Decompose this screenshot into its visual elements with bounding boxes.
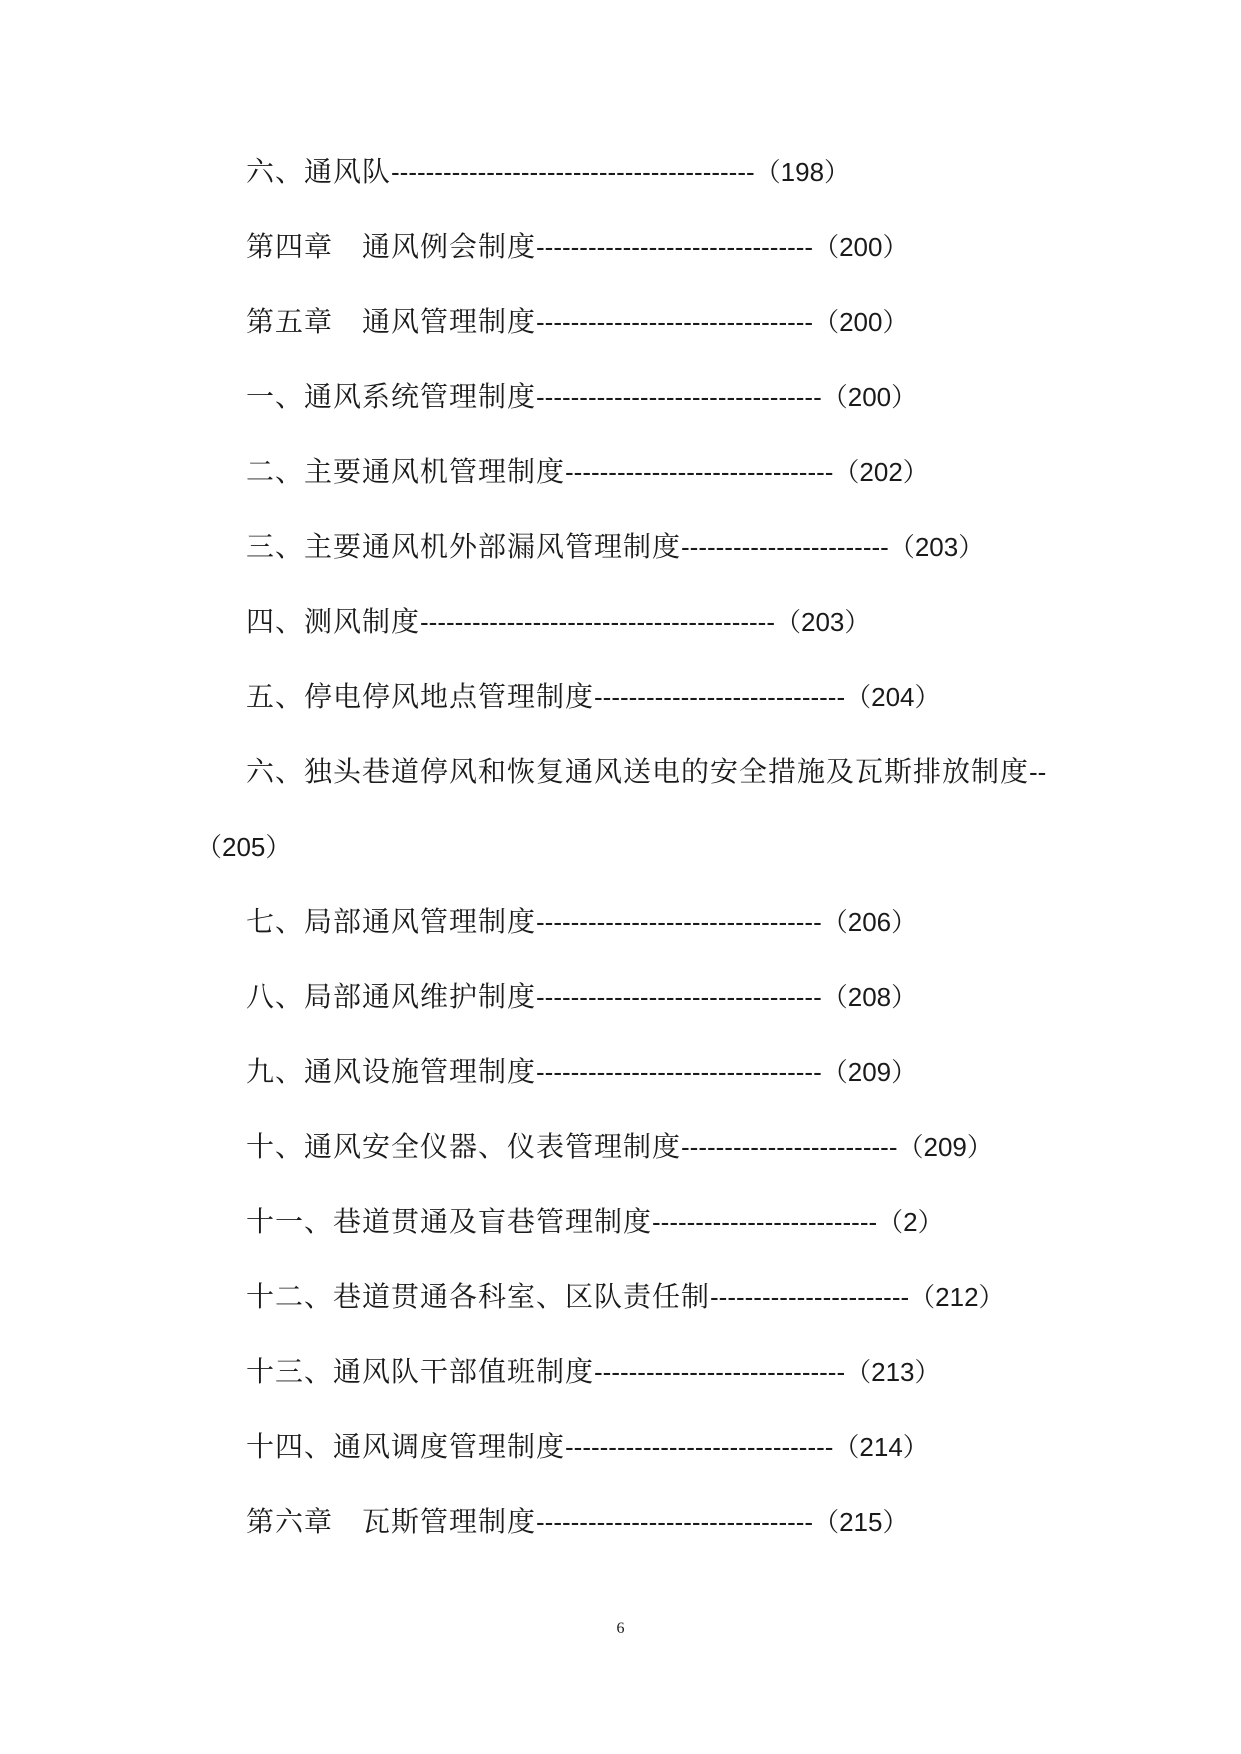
toc-entry-leader: -------------------------- — [652, 1207, 878, 1237]
toc-entry — [0, 150, 1241, 194]
toc-entry-title: 三、主要通风机外部漏风管理制度 — [246, 530, 682, 563]
toc-entry-leader: -------------------------------- — [536, 307, 814, 337]
toc-entry-leader: -- — [1029, 757, 1047, 787]
toc-entry-page: （198） — [754, 157, 851, 187]
toc-entry-page: （204） — [845, 682, 941, 712]
page-number: 6 — [616, 1620, 625, 1637]
toc-entry-title: 七、局部通风管理制度 — [246, 905, 537, 938]
toc-entry — [0, 675, 1241, 719]
toc-entry-leader: ----------------------- — [710, 1282, 910, 1312]
toc-entry-page: （209） — [821, 1057, 918, 1087]
toc-entry-leader: ----------------------------------------- — [420, 607, 776, 637]
toc-entry-page: （202） — [833, 457, 929, 487]
toc-entry-title: 十三、通风队干部值班制度 — [246, 1355, 595, 1388]
toc-entry — [0, 1425, 1241, 1469]
toc-entry-leader: ------------------------------- — [565, 457, 834, 487]
toc-entry-leader: ------------------------ — [681, 532, 889, 562]
toc-entry-page: （2） — [877, 1207, 944, 1237]
toc-entry-page: （205） — [196, 832, 292, 862]
toc-entry-leader: --------------------------------- — [536, 382, 822, 412]
toc-entry — [0, 300, 1241, 344]
toc-entry-title: 十二、巷道贯通各科室、区队责任制 — [246, 1280, 711, 1313]
toc-entry-title: 一、通风系统管理制度 — [246, 380, 537, 413]
toc-entry-wrapped-line2 — [0, 825, 1241, 869]
toc-entry-title: 六、通风队 — [246, 155, 392, 188]
toc-entry-page: （206） — [821, 907, 918, 937]
toc-entry-title: 八、局部通风维护制度 — [246, 980, 537, 1013]
toc-entry — [0, 1500, 1241, 1544]
toc-entry-title: 四、测风制度 — [246, 605, 421, 638]
toc-entry-title: 五、停电停风地点管理制度 — [246, 680, 595, 713]
toc-entry-title: 第四章 通风例会制度 — [246, 230, 537, 263]
toc-entry-title: 十一、巷道贯通及盲巷管理制度 — [246, 1205, 653, 1238]
toc-entry-leader: ----------------------------- — [594, 1357, 846, 1387]
toc-entry-leader: --------------------------------- — [536, 1057, 822, 1087]
toc-entry-title: 六、独头巷道停风和恢复通风送电的安全措施及瓦斯排放制度 — [246, 755, 1030, 788]
toc-entry — [0, 900, 1241, 944]
toc-entry — [0, 1125, 1241, 1169]
toc-entry-leader: ------------------------- — [681, 1132, 898, 1162]
toc-entry — [0, 225, 1241, 269]
toc-entry-page: （209） — [897, 1132, 993, 1162]
toc-entry-page: （208） — [821, 982, 918, 1012]
toc-entry-page: （203） — [888, 532, 985, 562]
toc-entry-leader: -------------------------------- — [536, 232, 814, 262]
toc-entry — [0, 1350, 1241, 1394]
toc-entry-page: （200） — [821, 382, 918, 412]
toc-entry-page: （200） — [813, 307, 909, 337]
toc-entry-title: 第六章 瓦斯管理制度 — [246, 1505, 537, 1538]
toc-entry-leader: --------------------------------- — [536, 982, 822, 1012]
toc-entry-page: （213） — [845, 1357, 941, 1387]
toc-entry — [0, 1200, 1241, 1244]
toc-entry-title: 二、主要通风机管理制度 — [246, 455, 566, 488]
toc-entry-title: 十、通风安全仪器、仪表管理制度 — [246, 1130, 682, 1163]
toc-entry — [0, 450, 1241, 494]
toc-entry — [0, 375, 1241, 419]
toc-entry-leader: -------------------------------- — [536, 1507, 814, 1537]
toc-entry-page: （214） — [833, 1432, 929, 1462]
toc-entry — [0, 975, 1241, 1019]
toc-entry-title: 九、通风设施管理制度 — [246, 1055, 537, 1088]
toc-entry — [0, 525, 1241, 569]
toc-entry-page: （215） — [813, 1507, 909, 1537]
toc-entry-leader: ------------------------------------------ — [391, 157, 755, 187]
toc-entry-leader: --------------------------------- — [536, 907, 822, 937]
toc-entry-title: 第五章 通风管理制度 — [246, 305, 537, 338]
toc-entry-wrapped-line1 — [0, 750, 1241, 794]
toc-entry — [0, 1050, 1241, 1094]
toc-entry-leader: ------------------------------- — [565, 1432, 834, 1462]
toc-entry-page: （203） — [775, 607, 871, 637]
toc-entry-page: （200） — [813, 232, 909, 262]
toc-entry-leader: ----------------------------- — [594, 682, 846, 712]
toc-entry-page: （212） — [909, 1282, 1005, 1312]
toc-entry-title: 十四、通风调度管理制度 — [246, 1430, 566, 1463]
toc-entry — [0, 600, 1241, 644]
toc-entry — [0, 1275, 1241, 1319]
